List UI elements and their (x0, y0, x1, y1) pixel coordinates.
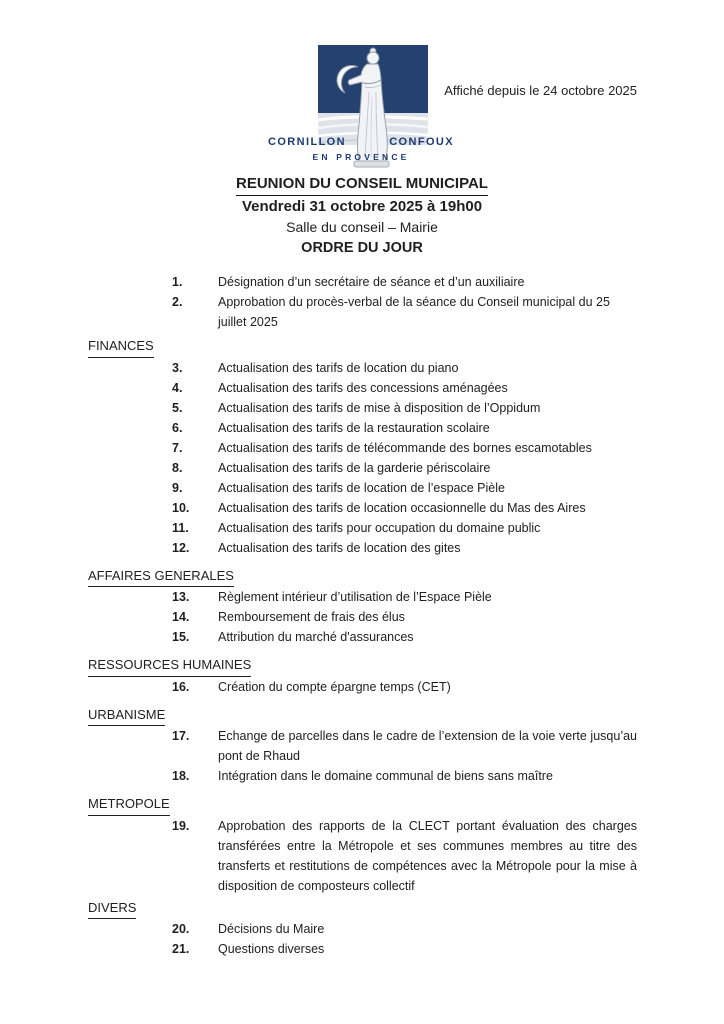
item-number: 10. (172, 500, 190, 515)
agenda-sections (88, 336, 637, 959)
agenda-item (88, 272, 637, 292)
item-text: Actualisation des tarifs de location des gites (218, 540, 461, 555)
section-heading-row (88, 794, 637, 816)
item-number: 8. (172, 460, 183, 475)
section-items (88, 677, 637, 697)
logo-name-row (268, 136, 454, 148)
item-text: Approbation des rapports de la CLECT portant évaluation des charges transférées entre la Métropole et ses communes membres au titre des transferts et restitutions de compétences avec la Métropole pour la mise à disposition de composteurs collectif (218, 818, 637, 893)
agenda-item (88, 438, 637, 458)
item-number: 5. (172, 400, 183, 415)
section-heading: RESSOURCES HUMAINES (88, 655, 251, 677)
item-text: Actualisation des tarifs de la garderie périscolaire (218, 460, 491, 475)
section-items (88, 816, 637, 896)
agenda-item (88, 518, 637, 538)
agenda-item (88, 627, 637, 647)
agenda-section (88, 898, 637, 960)
item-number: 17. (172, 729, 190, 743)
item-number: 9. (172, 480, 183, 495)
item-number: 6. (172, 420, 183, 435)
agenda (88, 272, 637, 959)
item-text: Désignation d’un secrétaire de séance et d’un auxiliaire (218, 275, 525, 289)
item-text: Actualisation des tarifs de télécommande des bornes escamotables (218, 440, 592, 455)
item-text: Actualisation des tarifs de la restauration scolaire (218, 420, 490, 435)
document-header (0, 0, 724, 165)
item-text: Actualisation des tarifs pour occupation du domaine public (218, 520, 541, 535)
agenda-section (88, 655, 637, 697)
meeting-location: Salle du conseil – Mairie (286, 219, 438, 235)
agenda-item (88, 378, 637, 398)
item-text: Intégration dans le domaine communal de biens sans maître (218, 769, 553, 783)
section-items (88, 587, 637, 647)
agenda-item (88, 607, 637, 627)
preamble-items (88, 272, 637, 332)
item-number: 1. (172, 275, 183, 289)
item-text: Actualisation des tarifs de mise à disposition de l’Oppidum (218, 400, 541, 415)
agenda-item (88, 587, 637, 607)
section-heading: AFFAIRES GENERALES (88, 566, 234, 588)
section-heading: URBANISME (88, 705, 165, 727)
item-text: Règlement intérieur d’utilisation de l’Espace Pièle (218, 590, 492, 604)
item-number: 21. (172, 942, 190, 956)
section-heading-row (88, 655, 637, 677)
agenda-item (88, 816, 637, 896)
item-text: Création du compte épargne temps (CET) (218, 679, 451, 694)
logo-name-left: CORNILLON (268, 136, 346, 148)
item-number: 7. (172, 440, 183, 455)
agenda-item (88, 418, 637, 438)
agenda-item (88, 766, 637, 786)
item-text: Attribution du marché d'assurances (218, 630, 414, 644)
title-block (0, 173, 724, 259)
item-number: 18. (172, 769, 190, 783)
logo-name-right: CONFOUX (389, 136, 454, 148)
section-items (88, 919, 637, 959)
agenda-heading: ORDRE DU JOUR (301, 240, 423, 256)
item-number: 15. (172, 630, 190, 644)
item-text: Actualisation des tarifs de location de l’espace Pièle (218, 480, 505, 495)
agenda-item (88, 919, 637, 939)
item-text: Décisions du Maire (218, 922, 325, 936)
agenda-item (88, 677, 637, 697)
agenda-item (88, 358, 637, 378)
agenda-item (88, 292, 637, 332)
item-number: 14. (172, 610, 190, 624)
item-number: 13. (172, 590, 190, 604)
item-text: Actualisation des tarifs de location du piano (218, 360, 459, 375)
meeting-title-text: REUNION DU CONSEIL MUNICIPAL (236, 173, 488, 196)
section-heading-row (88, 898, 637, 920)
agenda-item (88, 478, 637, 498)
section-heading-row (88, 336, 637, 358)
agenda-section (88, 794, 637, 896)
meeting-datetime: Vendredi 31 octobre 2025 à 19h00 (241, 198, 483, 215)
item-text: Actualisation des tarifs de location occasionnelle du Mas des Aires (218, 500, 586, 515)
section-heading: METROPOLE (88, 794, 170, 816)
item-number: 11. (172, 520, 189, 535)
item-text: Questions diverses (218, 942, 325, 956)
section-heading: FINANCES (88, 336, 154, 358)
item-text: Approbation du procès-verbal de la séance du Conseil municipal du 25 juillet 2025 (218, 295, 610, 329)
agenda-section (88, 336, 637, 558)
meeting-title (0, 173, 724, 196)
agenda-section (88, 705, 637, 787)
agenda-item (88, 939, 637, 959)
section-heading-row (88, 566, 637, 588)
agenda-item (88, 538, 637, 558)
item-text: Actualisation des tarifs des concessions aménagées (218, 380, 508, 395)
item-number: 20. (172, 922, 190, 936)
section-heading-row (88, 705, 637, 727)
item-text: Remboursement de frais des élus (218, 610, 405, 624)
item-text: Echange de parcelles dans le cadre de l’extension de la voie verte jusqu’au pont de Rhaud (218, 729, 637, 763)
agenda-item (88, 458, 637, 478)
item-number: 2. (172, 295, 183, 309)
section-heading: DIVERS (88, 898, 136, 920)
logo-subtitle: EN PROVENCE (312, 152, 410, 162)
agenda-item (88, 398, 637, 418)
section-items (88, 358, 637, 558)
agenda-item (88, 498, 637, 518)
agenda-section (88, 566, 637, 648)
posting-notice: Affiché depuis le 24 octobre 2025 (444, 83, 637, 98)
agenda-item (88, 726, 637, 766)
item-number: 16. (172, 679, 190, 694)
item-number: 3. (172, 360, 183, 375)
item-number: 12. (172, 540, 190, 555)
section-items (88, 726, 637, 786)
item-number: 19. (172, 818, 190, 833)
cornillon-confoux-logo (268, 45, 454, 165)
item-number: 4. (172, 380, 183, 395)
